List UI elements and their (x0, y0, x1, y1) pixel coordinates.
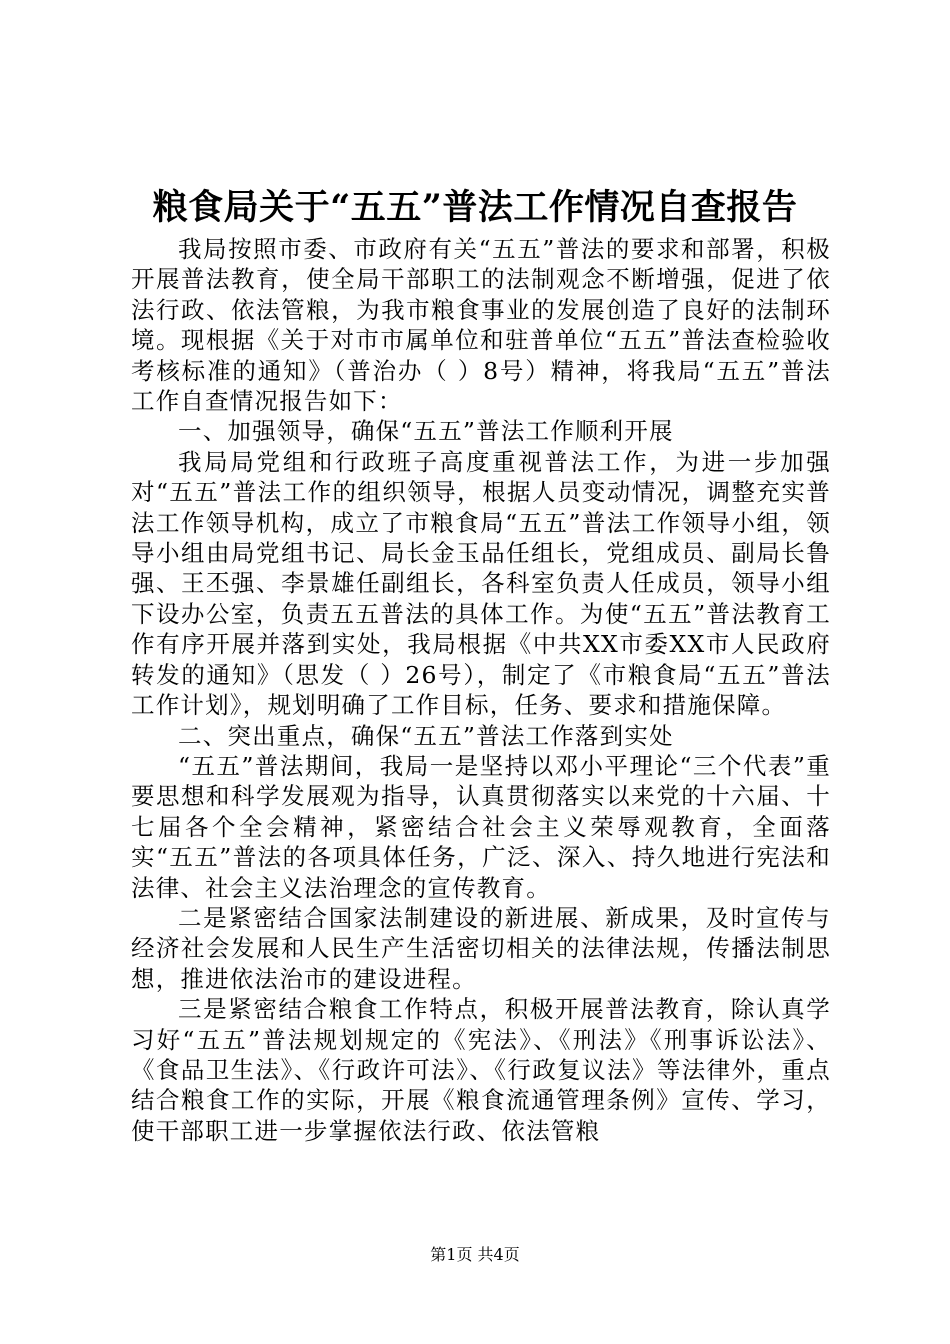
paragraph-leadership: 我局局党组和行政班子高度重视普法工作，为进一步加强对“五五”普法工作的组织领导，根据人员变动情况，调整充实普法工作领导机构，成立了市粮食局“五五”普法工作领导小组，领导小组由局党组书记、局长金玉品任组长，党组成员、副局长鲁强、王丕强、李景雄任副组长，各科室负责人任成员，领导小组下设办公室，负责五五普法的具体工作。为使“五五”普法教育工作有序开展并落到实处，我局根据《中共XX市委XX市人民政府转发的通知》（思发（ ）26号），制定了《市粮食局“五五”普法工作计划》，规划明确了工作目标，任务、要求和措施保障。 (131, 447, 831, 720)
page-footer: 第1页 共4页 (430, 1245, 520, 1264)
document-body (131, 234, 831, 1146)
paragraph-point-3: 三是紧密结合粮食工作特点，积极开展普法教育，除认真学习好“五五”普法规划规定的《宪法》、《刑法》《刑事诉讼法》、《食品卫生法》、《行政许可法》、《行政复议法》等法律外，重点结合粮食工作的实际，开展《粮食流通管理条例》宣传、学习，使干部职工进一步掌握依法行政、依法管粮 (131, 995, 831, 1145)
paragraph-intro: 我局按照市委、市政府有关“五五”普法的要求和部署，积极开展普法教育，使全局干部职工的法制观念不断增强，促进了依法行政、依法管粮，为我市粮食事业的发展创造了良好的法制环境。现根据《关于对市市属单位和驻普单位“五五”普法查检验收考核标准的通知》（普治办（ ）8号）精神，将我局“五五”普法工作自查情况报告如下： (131, 235, 831, 416)
section-heading-1: 一、加强领导，确保“五五”普法工作顺利开展 (178, 417, 674, 446)
document-title: 粮食局关于“五五”普法工作情况自查报告 (152, 187, 798, 228)
section-heading-2: 二、突出重点，确保“五五”普法工作落到实处 (178, 721, 674, 750)
paragraph-point-2: 二是紧密结合国家法制建设的新进展、新成果，及时宣传与经济社会发展和人民生产生活密切相关的法律法规，传播法制思想，推进依法治市的建设进程。 (131, 903, 831, 993)
paragraph-point-1: “五五”普法期间，我局一是坚持以邓小平理论“三个代表”重要思想和科学发展观为指导，认真贯彻落实以来党的十六届、十七届各个全会精神，紧密结合社会主义荣辱观教育，全面落实“五五”普法的各项具体任务，广泛、深入、持久地进行宪法和法律、社会主义法治理念的宣传教育。 (131, 751, 831, 902)
